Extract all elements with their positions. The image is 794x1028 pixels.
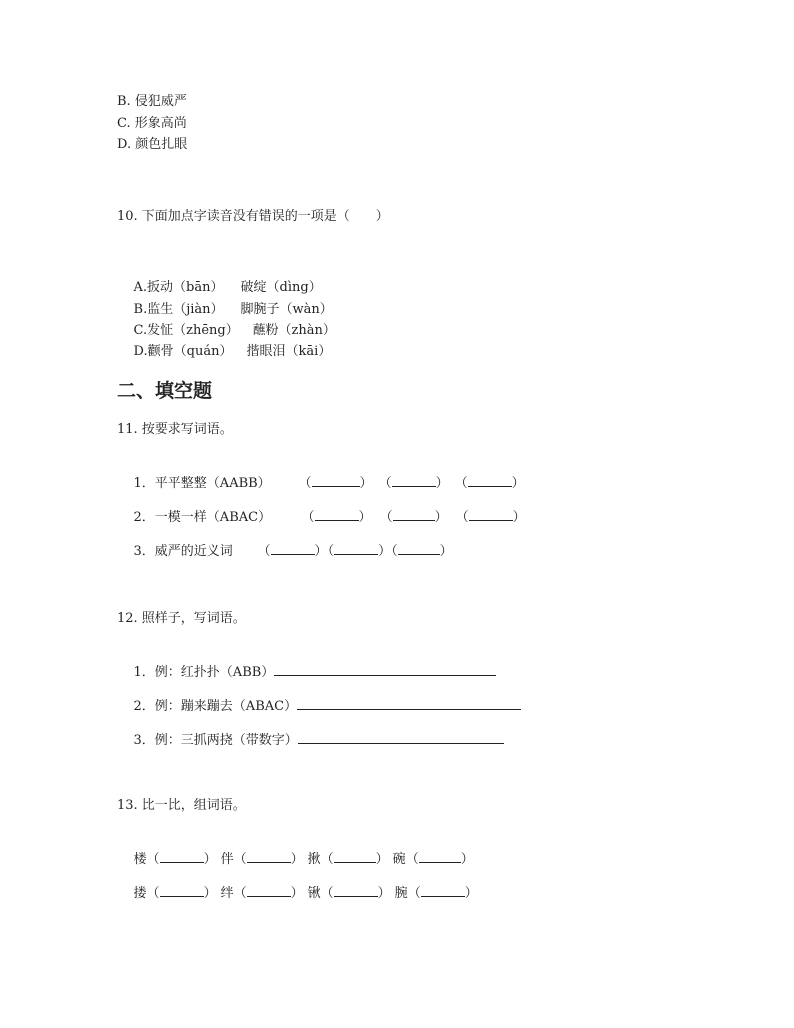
- answer-blank[interactable]: [392, 473, 436, 487]
- answer-blank[interactable]: [419, 849, 461, 863]
- q10-option-d-word2: 揩眼泪（kāi）: [246, 344, 332, 359]
- q13-stem: 13. 比一比，组词语。: [117, 798, 246, 813]
- answer-blank[interactable]: [393, 507, 435, 521]
- paren-open: （: [378, 476, 392, 491]
- q11-item-3: [117, 523, 453, 579]
- q10-option-a-word2: 破绽（dìng）: [240, 280, 322, 295]
- char-jiu: 揪: [307, 852, 321, 867]
- answer-line[interactable]: [298, 729, 504, 744]
- char-lou2: 搂: [133, 886, 147, 901]
- paren-close: ）: [203, 852, 217, 867]
- q12-item-3: [117, 711, 504, 768]
- paren-open: （: [405, 852, 419, 867]
- paren-close: ）: [460, 852, 474, 867]
- paren-open: （: [146, 852, 160, 867]
- q13-row-2: [117, 865, 478, 921]
- paren-close: ）: [203, 886, 217, 901]
- answer-blank[interactable]: [315, 507, 359, 521]
- q10-option-b-word1: B.监生（jiàn）: [133, 302, 224, 317]
- answer-line[interactable]: [274, 661, 496, 676]
- q11-item-2-label: 2．一模一样（ABAC）: [133, 510, 272, 525]
- q11-item-1-label: 1．平平整整（AABB）: [133, 476, 271, 491]
- q12-item-3-label: 3．例：三抓两挠（带数字）: [133, 733, 298, 748]
- option-c-prev: C. 形象高尚: [117, 116, 187, 131]
- q10-option-c-word1: C.发怔（zhēng）: [133, 323, 239, 338]
- q10-stem: 10. 下面加点字读音没有错误的一项是（ ）: [117, 209, 389, 224]
- paren-open: （: [146, 886, 160, 901]
- paren-open: （: [320, 886, 334, 901]
- answer-blank[interactable]: [334, 883, 378, 897]
- char-qiao: 锹: [307, 886, 321, 901]
- paren-close: ）: [512, 510, 526, 525]
- section-title: 二、填空题: [117, 380, 213, 402]
- paren-close: ）: [439, 544, 453, 559]
- paren-close: ）: [314, 544, 328, 559]
- paren-open: （: [257, 544, 271, 559]
- q11-stem: 11. 按要求写词语。: [117, 422, 233, 437]
- paren-open: （: [327, 544, 335, 559]
- paren-open: （: [407, 886, 421, 901]
- q11-item-3-label: 3．威严的近义词: [133, 544, 233, 559]
- paren-close: ）: [375, 852, 389, 867]
- answer-blank[interactable]: [469, 507, 513, 521]
- paren-close: ）: [511, 476, 525, 491]
- answer-blank[interactable]: [421, 883, 465, 897]
- answer-line[interactable]: [297, 695, 521, 710]
- paren-open: （: [455, 510, 469, 525]
- char-wan2: 腕: [394, 886, 408, 901]
- answer-blank[interactable]: [334, 541, 378, 555]
- q12-item-1-label: 1．例：红扑扑（ABB）: [133, 665, 275, 680]
- answer-blank[interactable]: [160, 849, 204, 863]
- answer-blank[interactable]: [247, 849, 291, 863]
- paren-open: （: [233, 886, 247, 901]
- paren-close: ）: [358, 510, 372, 525]
- q10-option-d-word1: D.颧骨（quán）: [133, 344, 233, 359]
- paren-open: （: [391, 544, 398, 559]
- answer-blank[interactable]: [312, 473, 360, 487]
- paren-close: ）: [434, 510, 448, 525]
- paren-open: （: [301, 510, 315, 525]
- paren-close: ）: [290, 886, 304, 901]
- paren-close: ）: [435, 476, 449, 491]
- char-ban: 伴: [220, 852, 234, 867]
- q10-option-a-word1: A.扳动（bān）: [133, 280, 224, 295]
- q12-item-2-label: 2．例：蹦来蹦去（ABAC）: [133, 699, 298, 714]
- q10-option-c-word2: 蘸粉（zhàn）: [252, 323, 336, 338]
- paren-close: ）: [464, 886, 478, 901]
- paren-open: （: [233, 852, 247, 867]
- answer-blank[interactable]: [247, 883, 291, 897]
- paren-open: （: [379, 510, 393, 525]
- q10-option-d: [117, 325, 331, 379]
- paren-close: ）: [359, 476, 373, 491]
- paren-close: ）: [377, 886, 391, 901]
- paren-close: ）: [290, 852, 304, 867]
- char-lou: 楼: [133, 852, 147, 867]
- answer-blank[interactable]: [398, 541, 440, 555]
- q12-stem: 12. 照样子，写词语。: [117, 611, 246, 626]
- answer-blank[interactable]: [271, 541, 315, 555]
- paren-open: （: [298, 476, 312, 491]
- option-d-prev: D. 颜色扎眼: [117, 137, 188, 152]
- paren-open: （: [320, 852, 334, 867]
- char-wan: 碗: [392, 852, 406, 867]
- q10-option-b-word2: 脚腕子（wàn）: [240, 302, 333, 317]
- answer-blank[interactable]: [468, 473, 512, 487]
- paren-close: ）: [378, 544, 392, 559]
- option-b-prev: B. 侵犯威严: [117, 94, 187, 109]
- char-ban2: 绊: [220, 886, 234, 901]
- answer-blank[interactable]: [160, 883, 204, 897]
- paren-open: （: [454, 476, 468, 491]
- answer-blank[interactable]: [334, 849, 376, 863]
